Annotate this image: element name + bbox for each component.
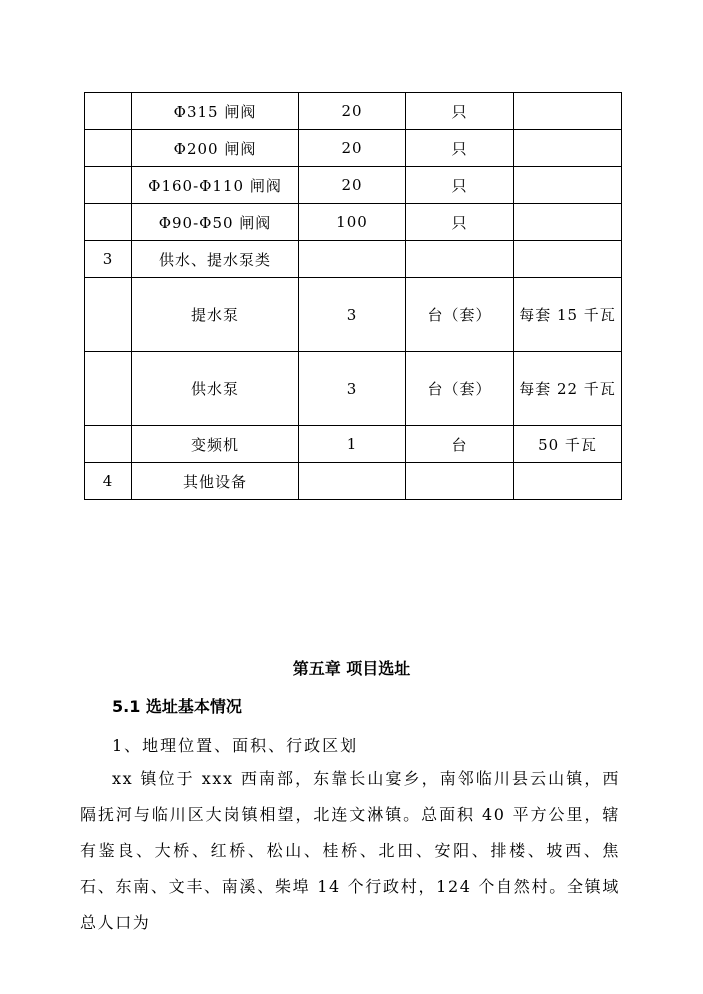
cell-qty: 20: [299, 167, 406, 204]
cell-qty: 100: [299, 204, 406, 241]
table-row: [85, 463, 622, 500]
cell-qty: 1: [299, 426, 406, 463]
cell-no: [85, 426, 132, 463]
cell-qty: [299, 463, 406, 500]
table-row: [85, 352, 622, 426]
cell-name: 提水泵: [132, 278, 299, 352]
section-title: 5.1 选址基本情况: [112, 697, 242, 716]
cell-unit: [406, 241, 514, 278]
cell-no: [85, 278, 132, 352]
cell-unit: 只: [406, 204, 514, 241]
cell-unit: 只: [406, 167, 514, 204]
cell-note: 每套 22 千瓦: [514, 352, 622, 426]
table-row: [85, 93, 622, 130]
cell-note: [514, 130, 622, 167]
cell-name: 其他设备: [132, 463, 299, 500]
table-row: [85, 130, 622, 167]
cell-note: [514, 204, 622, 241]
cell-name: Φ200 闸阀: [132, 130, 299, 167]
cell-name: Φ160-Φ110 闸阀: [132, 167, 299, 204]
cell-qty: 3: [299, 352, 406, 426]
table-row: [85, 426, 622, 463]
cell-no: [85, 204, 132, 241]
cell-name: 变频机: [132, 426, 299, 463]
cell-note: [514, 93, 622, 130]
table-row: [85, 278, 622, 352]
cell-unit: 台（套）: [406, 278, 514, 352]
cell-qty: 3: [299, 278, 406, 352]
cell-no: [85, 167, 132, 204]
cell-unit: 台: [406, 426, 514, 463]
cell-name: 供水泵: [132, 352, 299, 426]
table-row: [85, 204, 622, 241]
cell-qty: [299, 241, 406, 278]
cell-unit: 台（套）: [406, 352, 514, 426]
cell-no: 4: [85, 463, 132, 500]
cell-unit: 只: [406, 130, 514, 167]
cell-name: 供水、提水泵类: [132, 241, 299, 278]
cell-name: Φ90-Φ50 闸阀: [132, 204, 299, 241]
cell-note: 50 千瓦: [514, 426, 622, 463]
cell-unit: [406, 463, 514, 500]
cell-qty: 20: [299, 93, 406, 130]
table-row: [85, 167, 622, 204]
table-row: [85, 241, 622, 278]
cell-note: [514, 241, 622, 278]
cell-no: [85, 352, 132, 426]
cell-note: [514, 463, 622, 500]
cell-note: [514, 167, 622, 204]
body-paragraph: xx 镇位于 xxx 西南部，东靠长山宴乡，南邻临川县云山镇，西隔抚河与临川区大岗镇相望，北连文淋镇。总面积 40 平方公里，辖有鉴良、大桥、红桥、松山、桂桥、北田、安阳、排楼、坡西、焦石、东南、文丰、南溪、柴埠 14 个行政村，124 个自然村。全镇域总人口为: [80, 769, 620, 932]
subheading: 1、地理位置、面积、行政区划: [112, 736, 359, 755]
cell-note: 每套 15 千瓦: [514, 278, 622, 352]
cell-unit: 只: [406, 93, 514, 130]
equipment-table: [84, 92, 622, 500]
chapter-title: 第五章 项目选址: [292, 659, 411, 678]
cell-no: [85, 93, 132, 130]
cell-no: 3: [85, 241, 132, 278]
cell-qty: 20: [299, 130, 406, 167]
cell-no: [85, 130, 132, 167]
cell-name: Φ315 闸阀: [132, 93, 299, 130]
